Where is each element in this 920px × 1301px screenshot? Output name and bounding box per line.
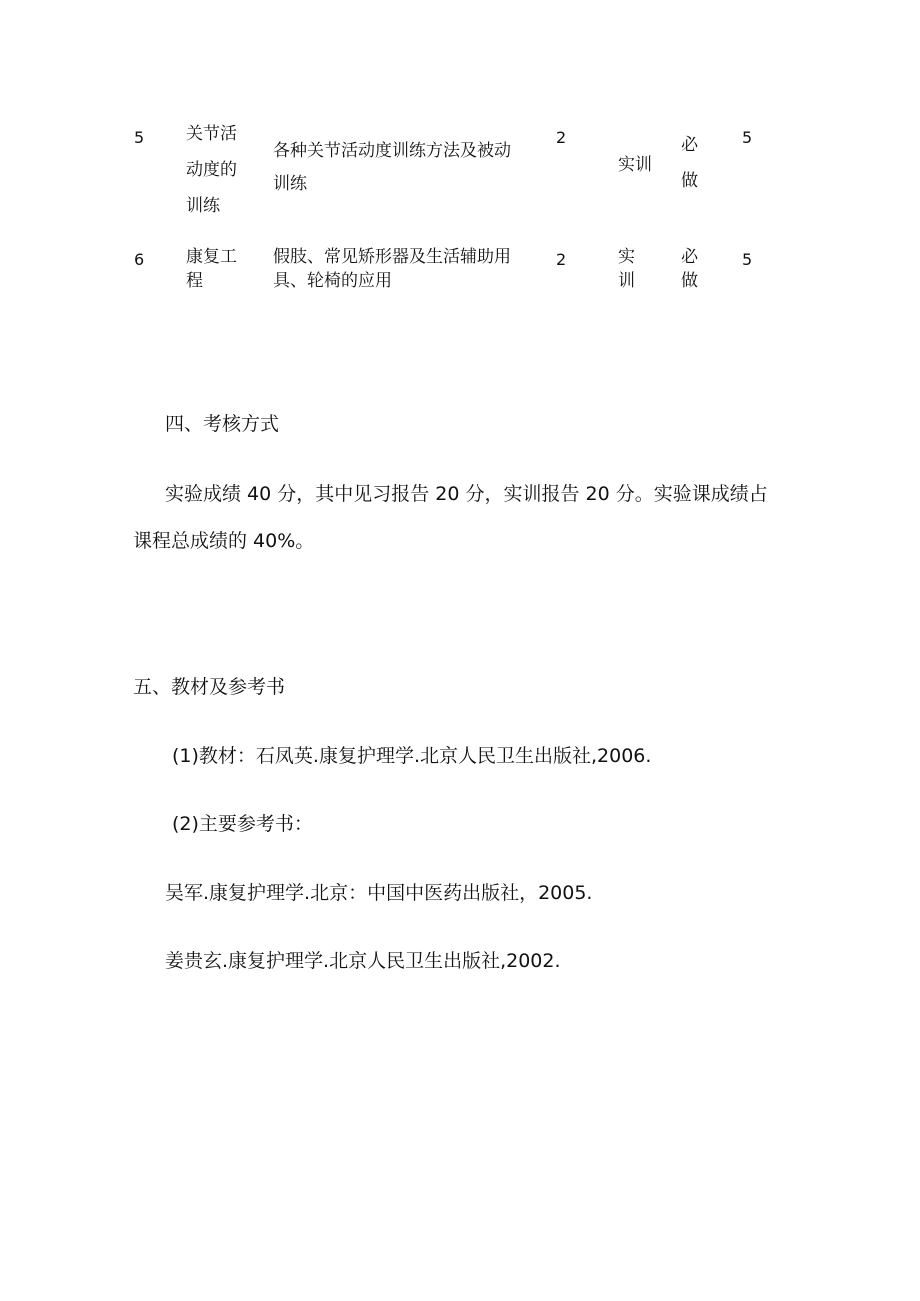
group-size: 5 [742, 128, 753, 147]
requirement [681, 245, 698, 294]
row-number: 5 [134, 128, 145, 147]
section-heading-textbooks: 五、教材及参考书 [133, 676, 286, 698]
reference-entry: 吴军.康复护理学.北京：中国中医药出版社，2005. [165, 882, 593, 904]
requirement [681, 133, 698, 194]
experiment-name [186, 122, 237, 219]
type-line: 训 [618, 271, 635, 291]
textbook-entry: (1)教材：石凤英.康复护理学.北京人民卫生出版社,2006. [172, 745, 652, 767]
section-heading-assessment: 四、考核方式 [165, 413, 280, 435]
name-line: 动度的 [186, 160, 237, 180]
assessment-text-line1: 实验成绩 40 分，其中见习报告 20 分，实训报告 20 分。实验课成绩占 [165, 483, 768, 505]
experiment-content [273, 245, 511, 294]
experiment-type [618, 245, 635, 294]
req-line: 做 [681, 271, 698, 291]
reference-entry: 姜贵玄.康复护理学.北京人民卫生出版社,2002. [165, 950, 561, 972]
name-line: 程 [186, 271, 203, 291]
req-line: 必 [681, 135, 698, 155]
experiment-name [186, 245, 237, 294]
hours: 2 [556, 128, 567, 147]
experiment-type: 实训 [618, 155, 652, 175]
content-line: 具、轮椅的应用 [273, 271, 392, 291]
name-line: 训练 [186, 196, 220, 216]
type-line: 实 [618, 247, 635, 267]
content-line: 训练 [273, 174, 307, 194]
hours: 2 [556, 250, 567, 269]
name-line: 关节活 [186, 124, 237, 144]
name-line: 康复工 [186, 247, 237, 267]
row-number: 6 [134, 250, 145, 269]
req-line: 做 [681, 171, 698, 191]
references-label: (2)主要参考书： [172, 813, 313, 835]
content-line: 各种关节活动度训练方法及被动 [273, 141, 511, 161]
content-line: 假肢、常见矫形器及生活辅助用 [273, 247, 511, 267]
req-line: 必 [681, 247, 698, 267]
group-size: 5 [742, 250, 753, 269]
experiment-content [273, 139, 511, 197]
assessment-text-line2: 课程总成绩的 40%。 [133, 530, 315, 552]
